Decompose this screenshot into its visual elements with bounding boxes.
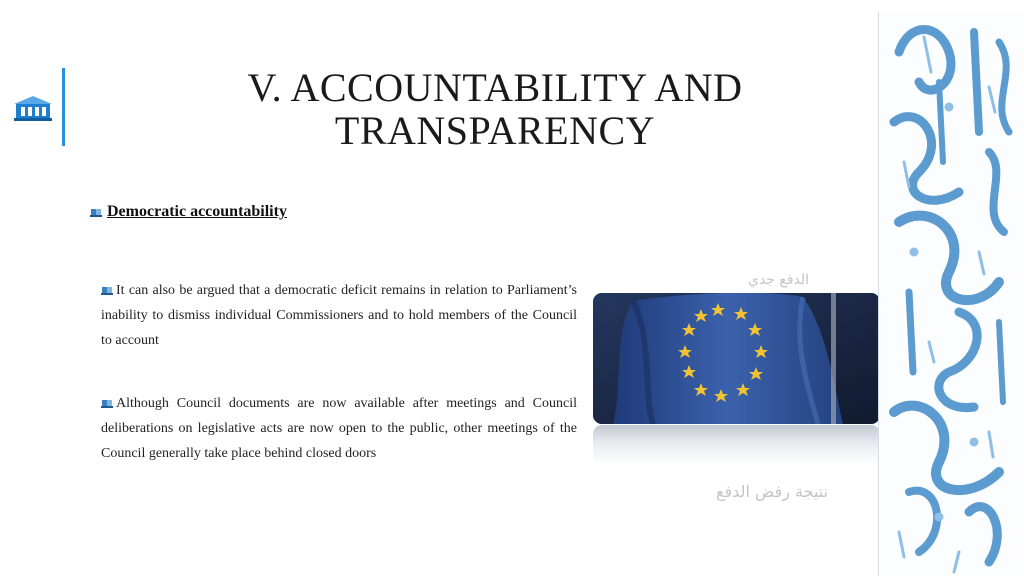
bullet-paragraph-1 bbox=[101, 278, 577, 353]
bullet-book-icon bbox=[101, 285, 113, 295]
bullet-text-1: It can also be argued that a democratic deficit remains in relation to Parliament’s inability to dismiss individual Commissioners and to hold members of the Council to account bbox=[101, 283, 577, 348]
university-logo-icon bbox=[14, 94, 52, 122]
eu-flag-illustration bbox=[593, 293, 880, 424]
slide-title: V. ACCOUNTABILITY AND TRANSPARENCY bbox=[247, 65, 743, 153]
subheading bbox=[90, 203, 287, 221]
calligraphy-pattern-icon bbox=[879, 12, 1024, 576]
bullet-book-icon bbox=[101, 398, 113, 408]
header-divider-line bbox=[62, 68, 65, 146]
arabic-calligraphy-decoration bbox=[878, 12, 1024, 576]
arabic-caption-top: الدفع جدي bbox=[748, 272, 810, 288]
bullet-book-icon bbox=[90, 207, 102, 217]
bullet-text-2: Although Council documents are now available after meetings and Council deliberations on legislative acts are now open to the public, other meetings of the Council generally take place behind closed doors bbox=[101, 396, 577, 461]
photo-reflection bbox=[593, 425, 880, 465]
bullet-paragraph-2 bbox=[101, 391, 577, 466]
arabic-caption-bottom: نتيجة رفض الدفع bbox=[716, 482, 829, 501]
eu-flag-photo bbox=[593, 293, 880, 424]
subheading-text: Democratic accountability bbox=[107, 203, 287, 220]
